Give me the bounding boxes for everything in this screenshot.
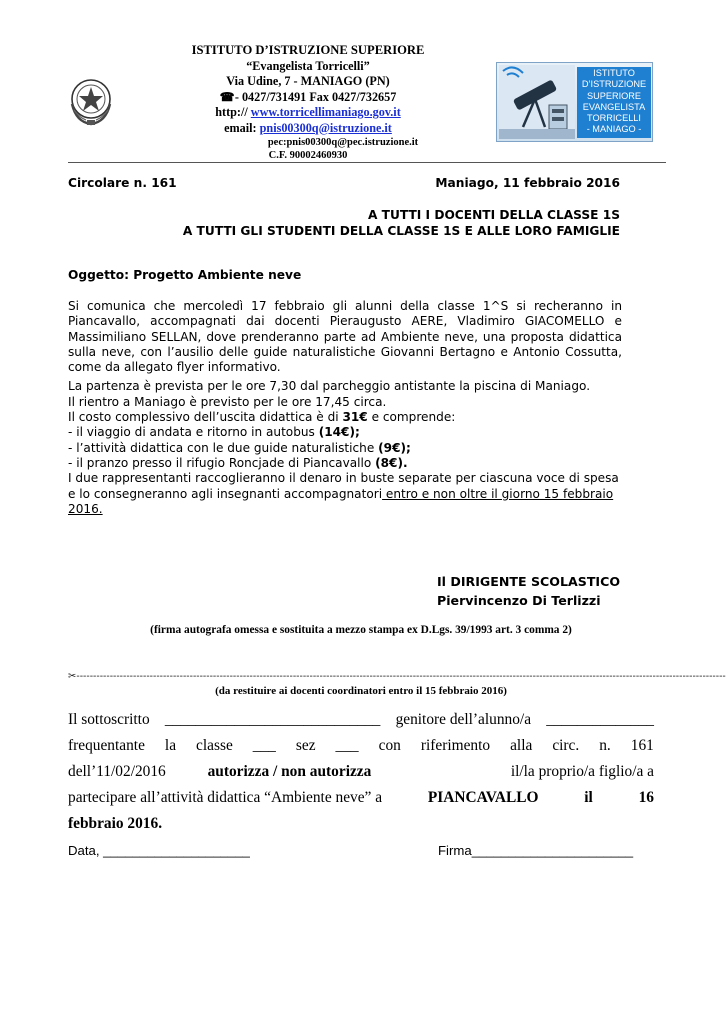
tax-code: C.F. 90002460930 xyxy=(268,150,348,161)
school-name: “Evangelista Torricelli” xyxy=(246,58,370,73)
form-text: Il sottoscritto xyxy=(68,711,150,728)
form-line-5 xyxy=(68,815,654,833)
logo-line: - MANIAGO - xyxy=(586,124,642,135)
website-link[interactable]: www.torricellimaniago.gov.it xyxy=(250,105,401,119)
form-text: n. xyxy=(599,737,611,754)
school-type: ISTITUTO D’ISTRUZIONE SUPERIORE xyxy=(191,43,425,57)
scissors-icon: ✂ xyxy=(68,671,77,682)
pec-address: pec:pnis00300q@pec.istruzione.it xyxy=(267,137,419,148)
form-text: frequentante xyxy=(68,737,145,754)
authorize-choice[interactable]: autorizza / non autorizza xyxy=(207,763,372,780)
logo-line: TORRICELLI xyxy=(587,113,641,124)
principal-title: Il DIRIGENTE SCOLASTICO xyxy=(437,574,621,589)
principal-name: Piervincenzo Di Terlizzi xyxy=(437,593,601,608)
place-date: Maniago, 11 febbraio 2016 xyxy=(435,176,620,190)
body-text xyxy=(68,299,622,517)
student-name-field[interactable]: ______________ xyxy=(546,711,654,728)
trip-month-year: febbraio 2016. xyxy=(68,815,163,832)
date-field[interactable]: Data, ____________________ xyxy=(68,843,250,858)
form-line-4 xyxy=(68,789,654,807)
telephone-icon: ☎ xyxy=(219,89,235,104)
logo-line: D’ISTRUZIONE xyxy=(581,79,647,90)
form-text: genitore dell’alunno/a xyxy=(395,711,532,728)
cost-text: Il costo complessivo dell’uscita didattica è di xyxy=(68,410,343,425)
cut-line xyxy=(68,671,726,685)
recipients-students: A TUTTI GLI STUDENTI DELLA CLASSE 1S E ALLE LORO FAMIGLIE xyxy=(182,224,620,238)
cost-item-lunch xyxy=(68,456,622,471)
phone-line xyxy=(150,90,466,106)
circular-number: Circolare n. 161 xyxy=(68,176,177,190)
form-text: la xyxy=(164,737,177,754)
form-line-1 xyxy=(68,711,654,729)
header-divider xyxy=(68,162,666,163)
dashed-line: --------------------------------------------------------------------------------------------------------------------------------------------------------------------------------------------------- xyxy=(76,671,726,682)
recipients xyxy=(183,207,620,239)
email-line xyxy=(150,121,466,137)
form-text: il xyxy=(584,789,593,806)
email-link[interactable]: pnis00300q@istruzione.it xyxy=(259,120,392,135)
item-text: - il pranzo presso il rifugio Roncjade di Piancavallo xyxy=(68,455,376,470)
item-price: (9€); xyxy=(378,440,411,455)
logo-line: EVANGELISTA xyxy=(582,101,646,112)
parent-name-field[interactable]: ____________________________ xyxy=(164,711,381,728)
cost-line xyxy=(68,410,622,425)
body-paragraph-intro: Si comunica che mercoledì 17 febbraio gli alunni della classe 1^S si recheranno in Piancavallo, accompagnati dai docenti Pieraugusto AERE, Vladimiro GIACOMELLO e Massimiliano SELLAN, dove prenderanno parte ad Ambiente neve, una proposta didattica sulla neve, con l’ausilio delle guide naturalistiche Giovanni Bertagno e Antonio Cossutta, come da allegato flyer informativo. xyxy=(68,299,622,375)
form-text: partecipare all’attività didattica “Ambiente neve” a xyxy=(68,789,383,806)
class-field[interactable]: ___ xyxy=(252,737,276,754)
collection-paragraph xyxy=(68,471,622,517)
recipients-teachers: A TUTTI I DOCENTI DELLA CLASSE 1S xyxy=(367,208,620,222)
http-prefix: http:// xyxy=(215,105,248,119)
cost-item-guides xyxy=(68,441,622,456)
logo-text xyxy=(577,67,651,138)
item-text: - il viaggio di andata e ritorno in autobus xyxy=(68,425,319,440)
form-text: riferimento xyxy=(420,737,491,754)
logo-line: SUPERIORE xyxy=(586,90,642,101)
telescope-icon xyxy=(499,65,575,139)
return-instruction: (da restituire ai docenti coordinatori entro il 15 febbraio 2016) xyxy=(215,685,507,697)
website-line xyxy=(150,105,466,121)
return-text: Il rientro a Maniago è previsto per le ore 17,45 circa. xyxy=(68,394,387,409)
form-text: classe xyxy=(196,737,233,754)
section-field[interactable]: ___ xyxy=(335,737,359,754)
school-logo xyxy=(496,62,653,142)
collection-text: I due rappresentanti raccoglieranno il denaro in buste separate per ciascuna voce di spesa e lo consegneranno agli insegnanti accompagnatori xyxy=(68,471,619,501)
signature-block xyxy=(437,572,620,610)
email-prefix: email: xyxy=(224,120,257,135)
cost-item-bus xyxy=(68,425,622,440)
form-text: con xyxy=(378,737,401,754)
item-text: - l’attività didattica con le due guide naturalistiche xyxy=(68,440,379,455)
school-header xyxy=(150,43,466,162)
item-price: (8€). xyxy=(375,455,408,470)
form-text: 161 xyxy=(630,737,654,754)
subject-line: Oggetto: Progetto Ambiente neve xyxy=(68,268,302,282)
departure-text: La partenza è prevista per le ore 7,30 dal parcheggio antistante la piscina di Maniago. xyxy=(68,379,591,394)
form-text: circ. xyxy=(552,737,580,754)
signature-field[interactable]: Firma______________________ xyxy=(438,843,634,858)
form-date: dell’11/02/2016 xyxy=(68,763,166,780)
form-line-3 xyxy=(68,763,654,781)
trip-day: 16 xyxy=(638,789,654,806)
logo-line: ISTITUTO xyxy=(593,68,635,78)
form-text: il/la proprio/a figlio/a a xyxy=(510,763,654,780)
school-address: Via Udine, 7 - MANIAGO (PN) xyxy=(226,74,390,88)
italian-republic-emblem xyxy=(66,74,116,128)
form-text: sez xyxy=(295,737,316,754)
trip-destination: PIANCAVALLO xyxy=(427,789,539,806)
signature-note: (firma autografa omessa e sostituita a mezzo stampa ex D.Lgs. 39/1993 art. 3 comma 2) xyxy=(150,624,572,636)
form-line-2 xyxy=(68,737,654,755)
cost-suffix: e comprende: xyxy=(367,410,456,425)
phone-fax: - 0427/731491 Fax 0427/732657 xyxy=(234,89,397,104)
form-text: alla xyxy=(510,737,533,754)
cost-total: 31€ xyxy=(342,410,368,425)
item-price: (14€); xyxy=(318,425,360,440)
collection-deadline: entro e non oltre il giorno 15 febbraio 2016. xyxy=(68,486,614,516)
